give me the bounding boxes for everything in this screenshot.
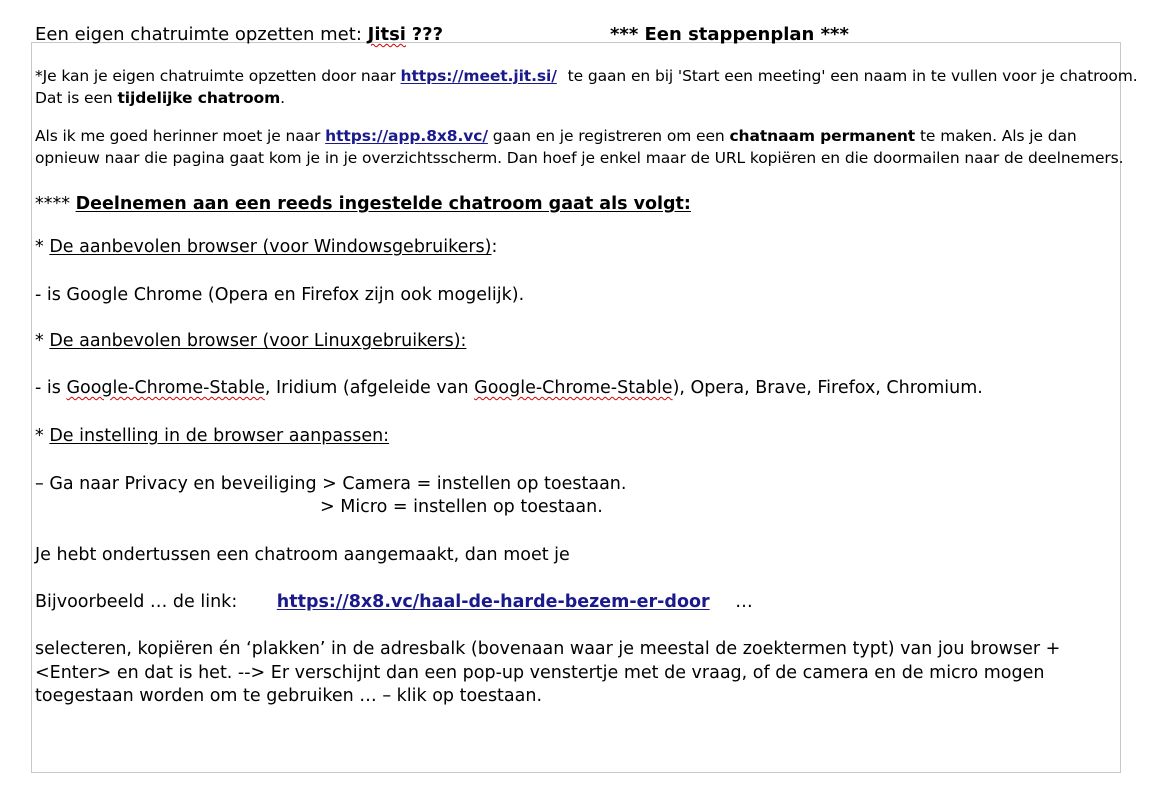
intro-text: *Je kan je eigen chatruimte opzetten door naar bbox=[35, 67, 396, 85]
intro-bold: chatnaam permanent bbox=[729, 127, 916, 145]
settings-label-text: De instelling in de browser aanpassen: bbox=[49, 426, 390, 446]
linux-answer-term: Google-Chrome-Stable bbox=[66, 378, 265, 398]
intro-text: gaan en je registreren om een bbox=[492, 127, 725, 145]
intro-line-4: opnieuw naar die pagina gaat kom je in je overzichtsscherm. Dan hoef je enkel maar de URL kopiëren en die doormailen naar de deelnemers. bbox=[35, 149, 1124, 167]
intro-text: Dat is een bbox=[35, 89, 113, 107]
settings-line-1: – Ga naar Privacy en beveiliging > Camera = instellen op toestaan. bbox=[35, 474, 627, 494]
example-line bbox=[35, 592, 753, 612]
intro-line-3 bbox=[35, 127, 1077, 145]
bullet-star: * bbox=[35, 426, 44, 446]
linux-answer bbox=[35, 378, 983, 398]
section-heading-text: Deelnemen aan een reeds ingestelde chatroom gaat als volgt: bbox=[75, 194, 691, 214]
example-link[interactable]: https://8x8.vc/haal-de-harde-bezem-er-door bbox=[276, 592, 710, 612]
section-heading bbox=[35, 194, 691, 214]
linux-answer-text: - is bbox=[35, 378, 61, 398]
linux-answer-text: ), Opera, Brave, Firefox, Chromium. bbox=[672, 378, 983, 398]
section-prefix: **** bbox=[35, 194, 70, 214]
closing-line-3: toegestaan worden om te gebruiken … – klik op toestaan. bbox=[35, 686, 543, 706]
intro-text: . bbox=[280, 89, 285, 107]
intro-text: Als ik me goed herinner moet je naar bbox=[35, 127, 321, 145]
closing-line-1: selecteren, kopiëren én ‘plakken’ in de adresbalk (bovenaan waar je meestal de zoektermen typt) van jou browser + bbox=[35, 639, 1061, 659]
windows-answer: - is Google Chrome (Opera en Firefox zijn ook mogelijk). bbox=[35, 285, 525, 305]
windows-label bbox=[35, 237, 497, 257]
intro-bold: tijdelijke chatroom bbox=[117, 89, 281, 107]
linux-label bbox=[35, 331, 466, 351]
example-ellipsis: … bbox=[735, 592, 753, 612]
linux-answer-term: Google-Chrome-Stable bbox=[474, 378, 673, 398]
closing-paragraph-1: Je hebt ondertussen een chatroom aangemaakt, dan moet je bbox=[35, 545, 570, 565]
linux-answer-text: , Iridium (afgeleide van bbox=[264, 378, 469, 398]
document-subtitle: *** Een stappenplan *** bbox=[610, 24, 849, 45]
settings-line-2: > Micro = instellen op toestaan. bbox=[320, 497, 603, 517]
colon: : bbox=[491, 237, 498, 257]
document-title bbox=[35, 24, 443, 45]
intro-line-2 bbox=[35, 89, 285, 107]
title-marks: ??? bbox=[411, 24, 444, 45]
title-prefix: Een eigen chatruimte opzetten met: bbox=[35, 24, 362, 45]
app-8x8-link[interactable]: https://app.8x8.vc/ bbox=[325, 127, 488, 145]
linux-label-text: De aanbevolen browser (voor Linuxgebruikers): bbox=[49, 331, 467, 351]
bullet-star: * bbox=[35, 237, 44, 257]
closing-line-2: <Enter> en dat is het. --> Er verschijnt dan een pop-up venstertje met de vraag, of de camera en de micro mogen bbox=[35, 663, 1045, 683]
intro-text: te gaan en bij 'Start een meeting' een naam in te vullen voor je chatroom. bbox=[567, 67, 1138, 85]
intro-text: te maken. Als je dan bbox=[919, 127, 1077, 145]
example-label: Bijvoorbeeld … de link: bbox=[35, 592, 238, 612]
intro-line-1 bbox=[35, 67, 1138, 85]
bullet-star: * bbox=[35, 331, 44, 351]
windows-label-text: De aanbevolen browser (voor Windowsgebruikers) bbox=[49, 237, 492, 257]
title-app: Jitsi bbox=[367, 24, 406, 45]
settings-label bbox=[35, 426, 389, 446]
meet-jit-si-link[interactable]: https://meet.jit.si/ bbox=[400, 67, 557, 85]
